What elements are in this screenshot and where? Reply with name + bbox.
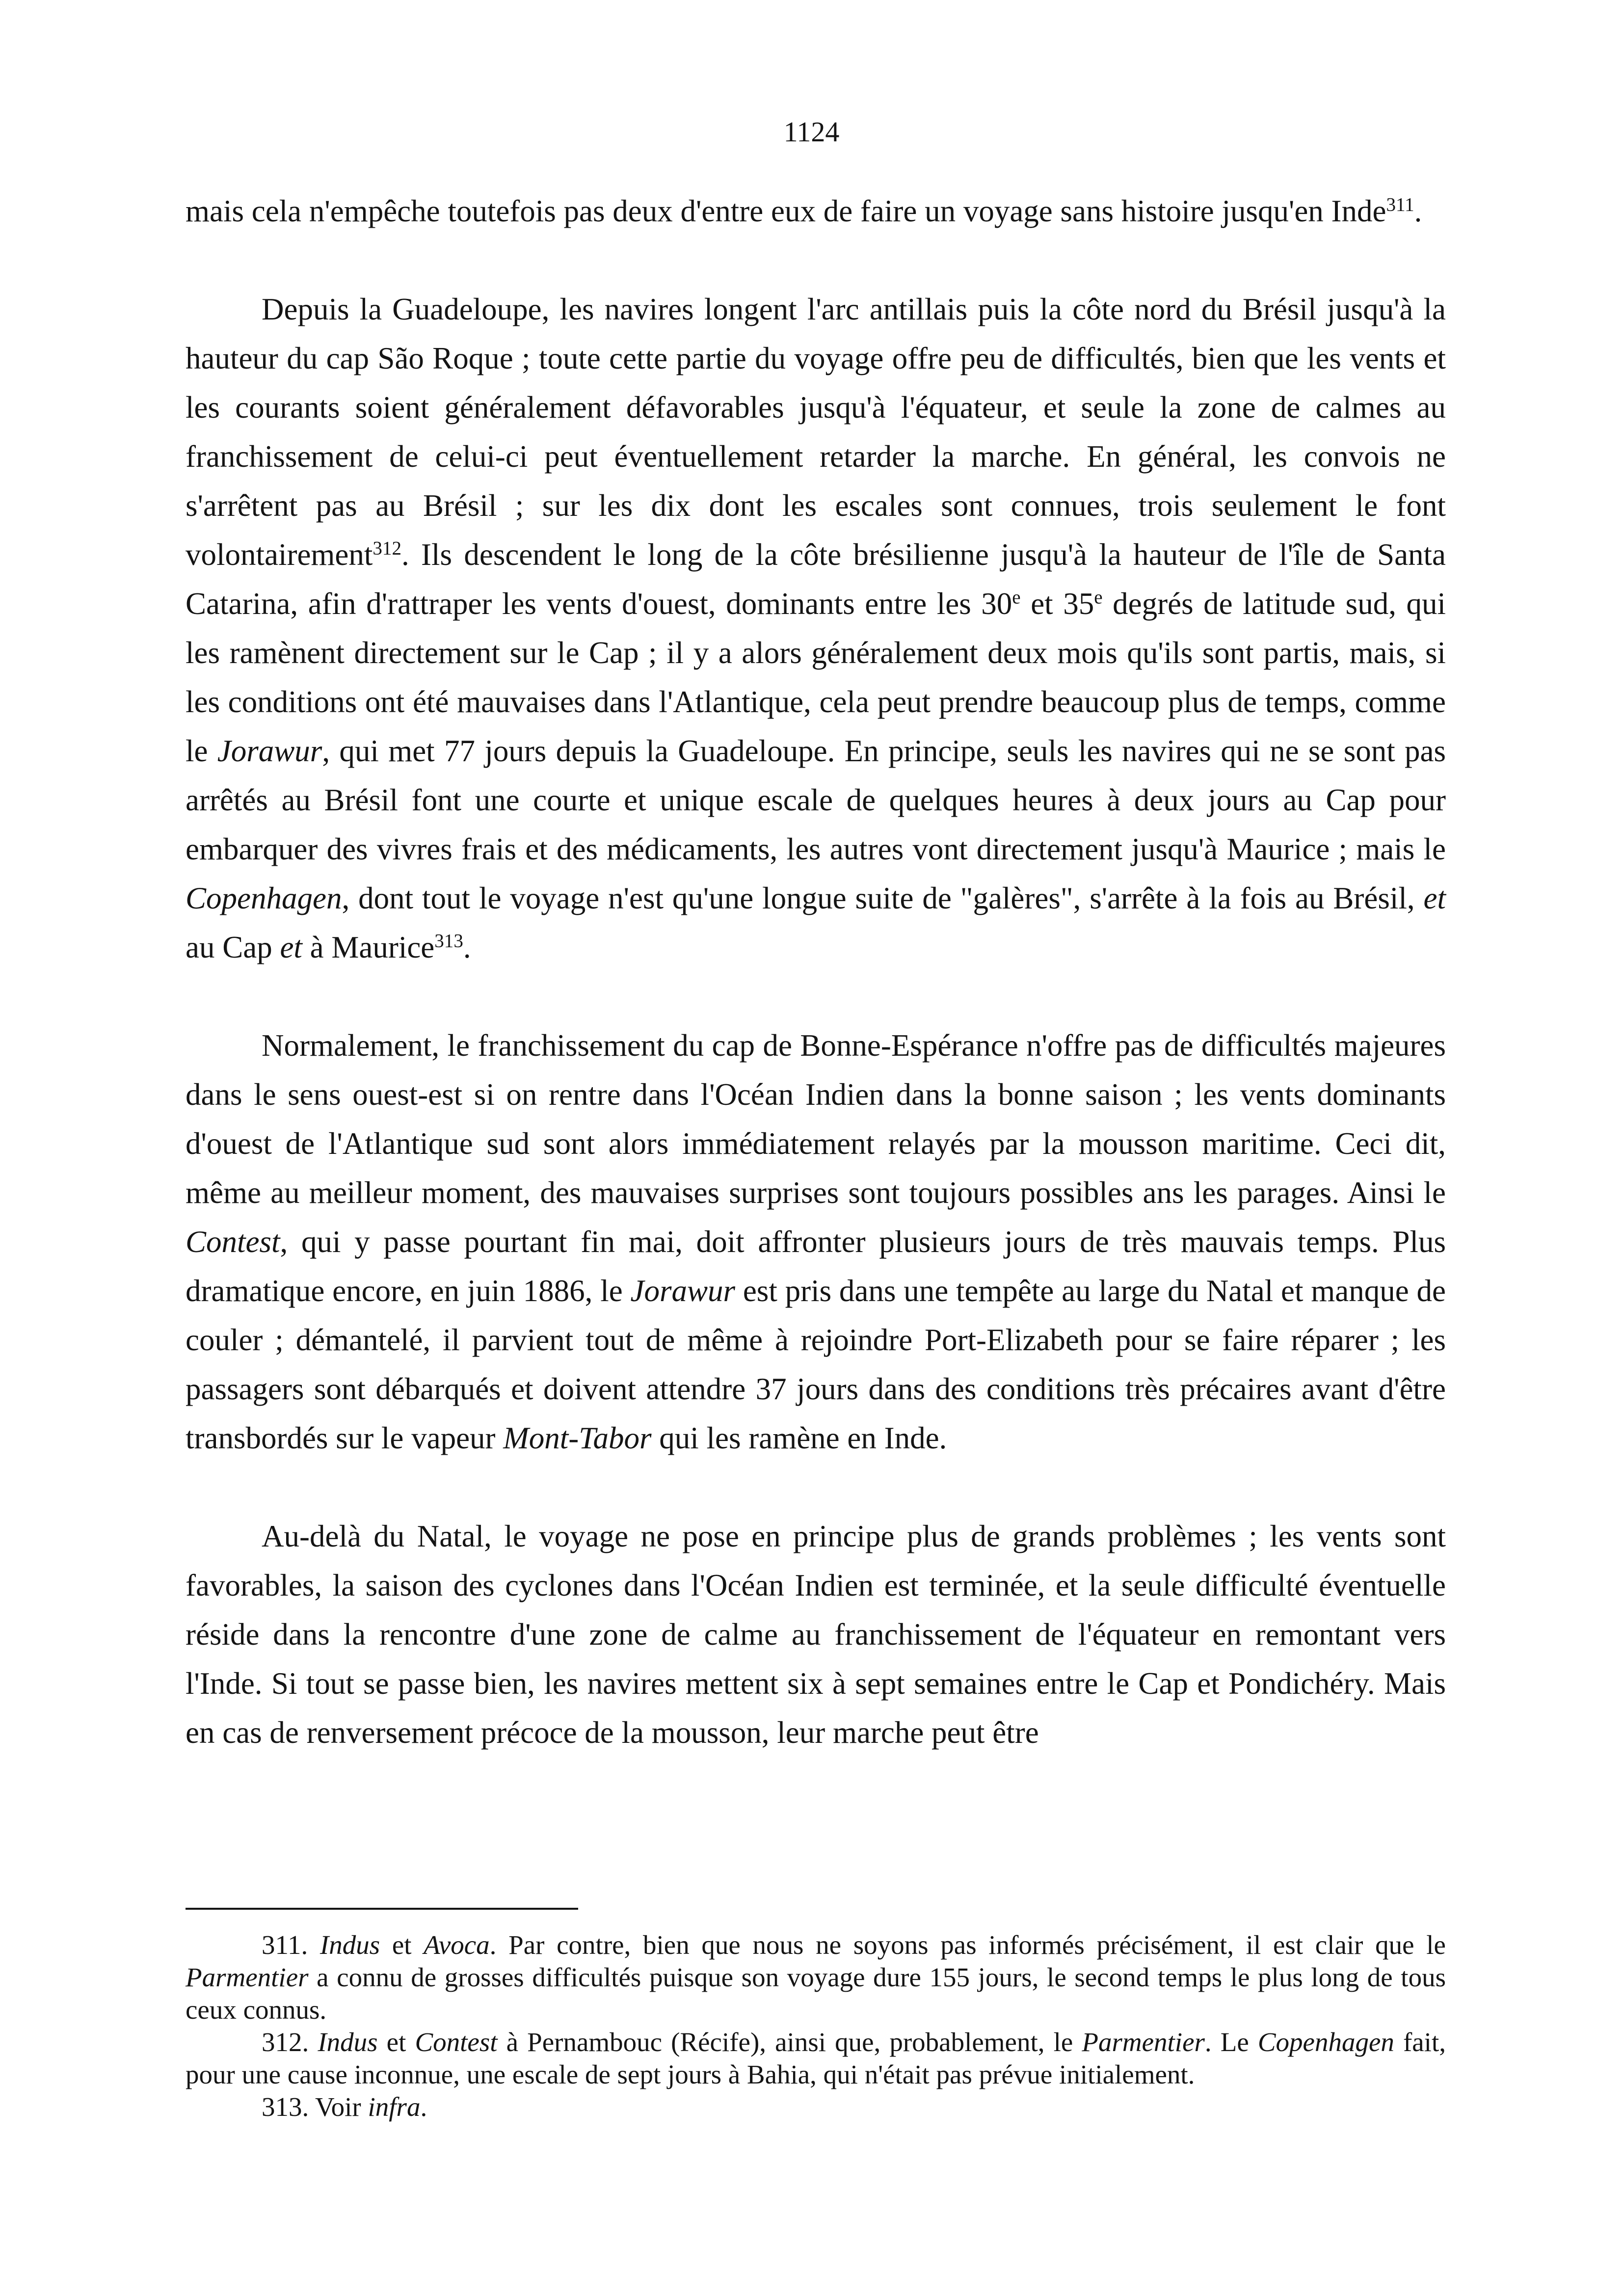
text-run: mais cela n'empêche toutefois pas deux d'entre eux de faire un voyage sans histoire jusqu'en Inde (186, 194, 1386, 228)
paragraph (186, 285, 1446, 972)
note-reference: e (1094, 587, 1103, 608)
italic-text: Jorawur (630, 1274, 736, 1308)
text-run: Au-delà du Natal, le voyage ne pose en principe plus de grands problèmes ; les vents sont favorables, la saison des cyclones dans l'Océan Indien est terminée, et la seule difficulté éventuelle réside dans la rencontre d'une zone de calme au franchissement de l'équateur en remontant vers l'Inde. Si tout se passe bien, les navires mettent six à sept semaines entre le Cap et Pondichéry. Mais en cas de renversement précoce de la mousson, leur marche peut être (186, 1519, 1446, 1750)
italic-text: Mont-Tabor (503, 1421, 652, 1455)
italic-text: et (1423, 881, 1446, 915)
italic-text: Contest (415, 2027, 498, 2057)
italic-text: Copenhagen (186, 881, 342, 915)
italic-text: infra (368, 2092, 421, 2122)
text-run: 313. Voir (262, 2092, 368, 2122)
text-run: au Cap (186, 930, 280, 964)
footnote-312 (186, 2026, 1446, 2091)
paragraph (186, 1021, 1446, 1463)
text-run: . Ils descendent le long de la côte brésilienne jusqu'à la hauteur de l'île de Santa Catarina, afin d'rattraper les vents d'ouest, dominants entre les 30 (186, 537, 1446, 621)
text-run: , qui met 77 jours depuis la Guadeloupe. En principe, seuls les navires qui ne se sont pas arrêtés au Brésil font une courte et unique escale de quelques heures à deux jours au Cap pour embarquer des vivres frais et des médicaments, les autres vont directement jusqu'à Maurice ; mais le (186, 734, 1446, 866)
text-run: Depuis la Guadeloupe, les navires longent l'arc antillais puis la côte nord du Brésil jusqu'à la hauteur du cap São Roque ; toute cette partie du voyage offre peu de difficultés, bien que les vents et les courants soient généralement défavorables jusqu'à l'équateur, et seule la zone de calmes au franchissement de celui-ci peut éventuellement retarder la marche. En général, les convois ne s'arrêtent pas au Brésil ; sur les dix dont les escales sont connues, trois seulement le font volontairement (186, 292, 1446, 572)
text-run: . (463, 930, 471, 964)
text-run: et 35 (1020, 587, 1094, 621)
footnotes (186, 1929, 1446, 2123)
text-run: qui les ramène en Inde. (651, 1421, 947, 1455)
text-run: fait, pour une cause inconnue, une escale de sept jours à Bahia, qui n'était pas prévue initialement. (186, 2027, 1446, 2089)
text-run: Normalement, le franchissement du cap de Bonne-Espérance n'offre pas de difficultés majeures dans le sens ouest-est si on rentre dans l'Océan Indien dans la bonne saison ; les vents dominants d'ouest de l'Atlantique sud sont alors immédiatement relayés par la mousson maritime. Ceci dit, même au meilleur moment, des mauvaises surprises sont toujours possibles ans les parages. Ainsi le (186, 1028, 1446, 1210)
footnote-separator (186, 1908, 578, 1910)
paragraph (186, 1512, 1446, 1757)
italic-text: Indus (318, 2027, 378, 2057)
text-run: à Pernambouc (Récife), ainsi que, probablement, le (497, 2027, 1082, 2057)
italic-text: et (280, 930, 302, 964)
text-run: 312. (262, 2027, 318, 2057)
text-run: et (380, 1930, 424, 1960)
italic-text: Avoca (424, 1930, 490, 1960)
text-run: est pris dans une tempête au large du Natal et manque de couler ; démantelé, il parvient tout de même à rejoindre Port-Elizabeth pour se faire réparer ; les passagers sont débarqués et doivent attendre 37 jours dans des conditions très précaires avant d'être transbordés sur le vapeur (186, 1274, 1446, 1455)
note-reference: 313 (434, 930, 463, 952)
footnote-311 (186, 1929, 1446, 2026)
body-text (186, 187, 1446, 1806)
italic-text: Jorawur (217, 734, 322, 768)
text-run: , dont tout le voyage n'est qu'une longue suite de "galères", s'arrête à la fois au Brésil, (342, 881, 1424, 915)
text-run: et (377, 2027, 415, 2057)
text-run: . Par contre, bien que nous ne soyons pas informés précisément, il est clair que le (489, 1930, 1446, 1960)
text-run: à Maurice (302, 930, 435, 964)
italic-text: Contest (186, 1225, 280, 1259)
italic-text: Parmentier (186, 1962, 309, 1992)
note-reference: e (1012, 587, 1021, 608)
note-reference: 312 (372, 537, 401, 559)
text-run: 311. (262, 1930, 320, 1960)
note-reference: 311 (1386, 194, 1414, 215)
page-number: 1124 (783, 116, 840, 148)
text-run: degrés de latitude sud, qui les ramènent directement sur le Cap ; il y a alors généralement deux mois qu'ils sont partis, mais, si les conditions ont été mauvaises dans l'Atlantique, cela peut prendre beaucoup plus de temps, comme le (186, 587, 1446, 768)
text-run: . (420, 2092, 427, 2122)
italic-text: Indus (319, 1930, 380, 1960)
text-run: . (1414, 194, 1422, 228)
text-run: . Le (1204, 2027, 1258, 2057)
text-run: a connu de grosses difficultés puisque son voyage dure 155 jours, le second temps le plus long de tous ceux connus. (186, 1962, 1446, 2025)
footnote-313 (186, 2091, 1446, 2123)
text-run: , qui y passe pourtant fin mai, doit affronter plusieurs jours de très mauvais temps. Plus dramatique encore, en juin 1886, le (186, 1225, 1446, 1308)
italic-text: Copenhagen (1257, 2027, 1394, 2057)
paragraph (186, 187, 1446, 236)
italic-text: Parmentier (1082, 2027, 1205, 2057)
